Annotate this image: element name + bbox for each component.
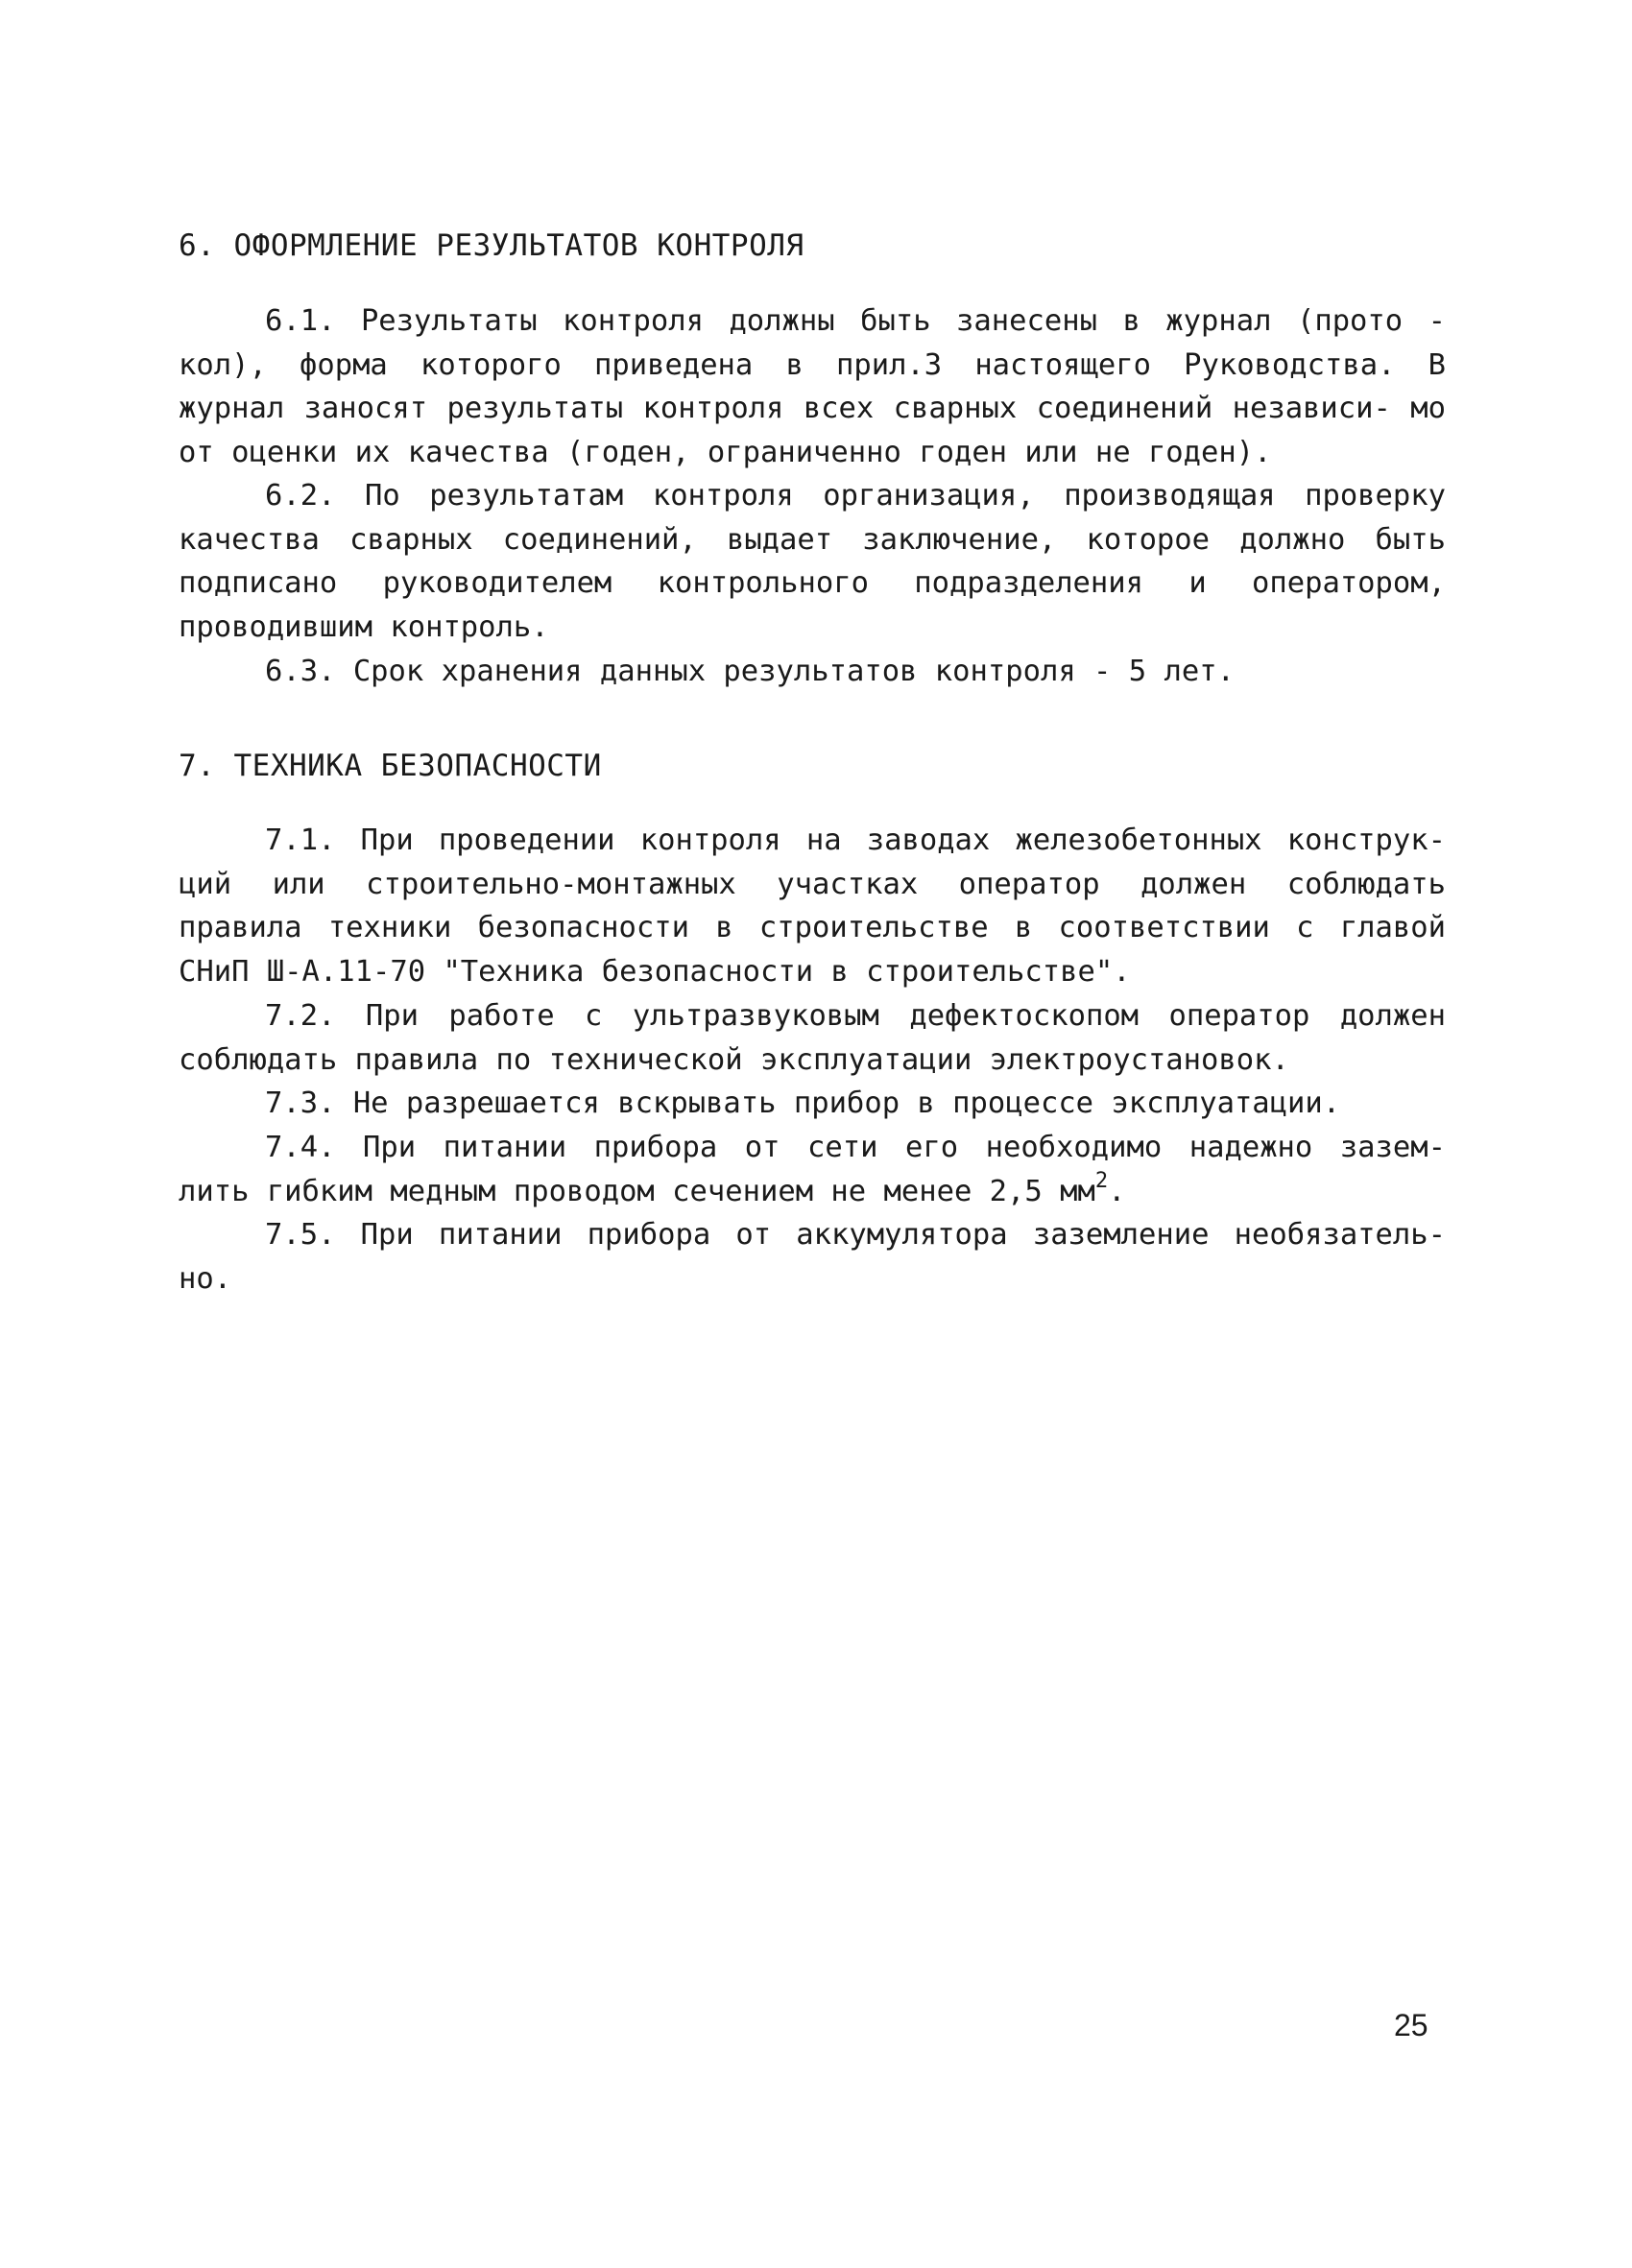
page-number: 25 <box>1394 2008 1428 2042</box>
paragraph-7-4-text: 7.4. При питании прибора от сети его необходимо надежно зазем- лить гибким медным проводом сечением не менее 2,5 мм <box>179 1131 1446 1208</box>
superscript-2: 2 <box>1094 1168 1109 1193</box>
paragraph-7-4-end: . <box>1108 1174 1126 1208</box>
paragraph-7-5: 7.5. При питании прибора от аккумулятора заземление необязатель- но. <box>179 1218 1446 1296</box>
paragraph-6-1: 6.1. Результаты контроля должны быть занесены в журнал (прото - кол), форма которого приведена в прил.3 настоящего Руководства. В журнал заносят результаты контроля всех сварных соединений независи- мо от оценки их качества (годен, ограниченно годен или не годен). <box>179 304 1446 469</box>
paragraph-6-3: 6.3. Срок хранения данных результатов контроля - 5 лет. <box>265 655 1235 688</box>
paragraph-7-4 <box>179 1126 1446 1213</box>
section-6-heading: 6. ОФОРМЛЕНИЕ РЕЗУЛЬТАТОВ КОНТРОЛЯ <box>179 228 804 263</box>
section-7-heading: 7. ТЕХНИКА БЕЗОПАСНОСТИ <box>179 749 602 783</box>
paragraph-7-3: 7.3. Не разрешается вскрывать прибор в процессе эксплуатации. <box>265 1086 1341 1120</box>
paragraph-6-2: 6.2. По результатам контроля организация, производящая проверку качества сварных соединений, выдает заключение, которое должно быть подписано руководителем контрольного подразделения и оператором, проводившим контроль. <box>179 479 1446 644</box>
paragraph-7-2: 7.2. При работе с ультразвуковым дефектоскопом оператор должен соблюдать правила по технической эксплуатации электроустановок. <box>179 999 1446 1077</box>
paragraph-7-1: 7.1. При проведении контроля на заводах железобетонных конструк- ций или строительно-монтажных участках оператор должен соблюдать правила техники безопасности в строительстве в соответствии с главой СНиП Ш-А.11-70 "Техника безопасности в строительстве". <box>179 824 1446 989</box>
